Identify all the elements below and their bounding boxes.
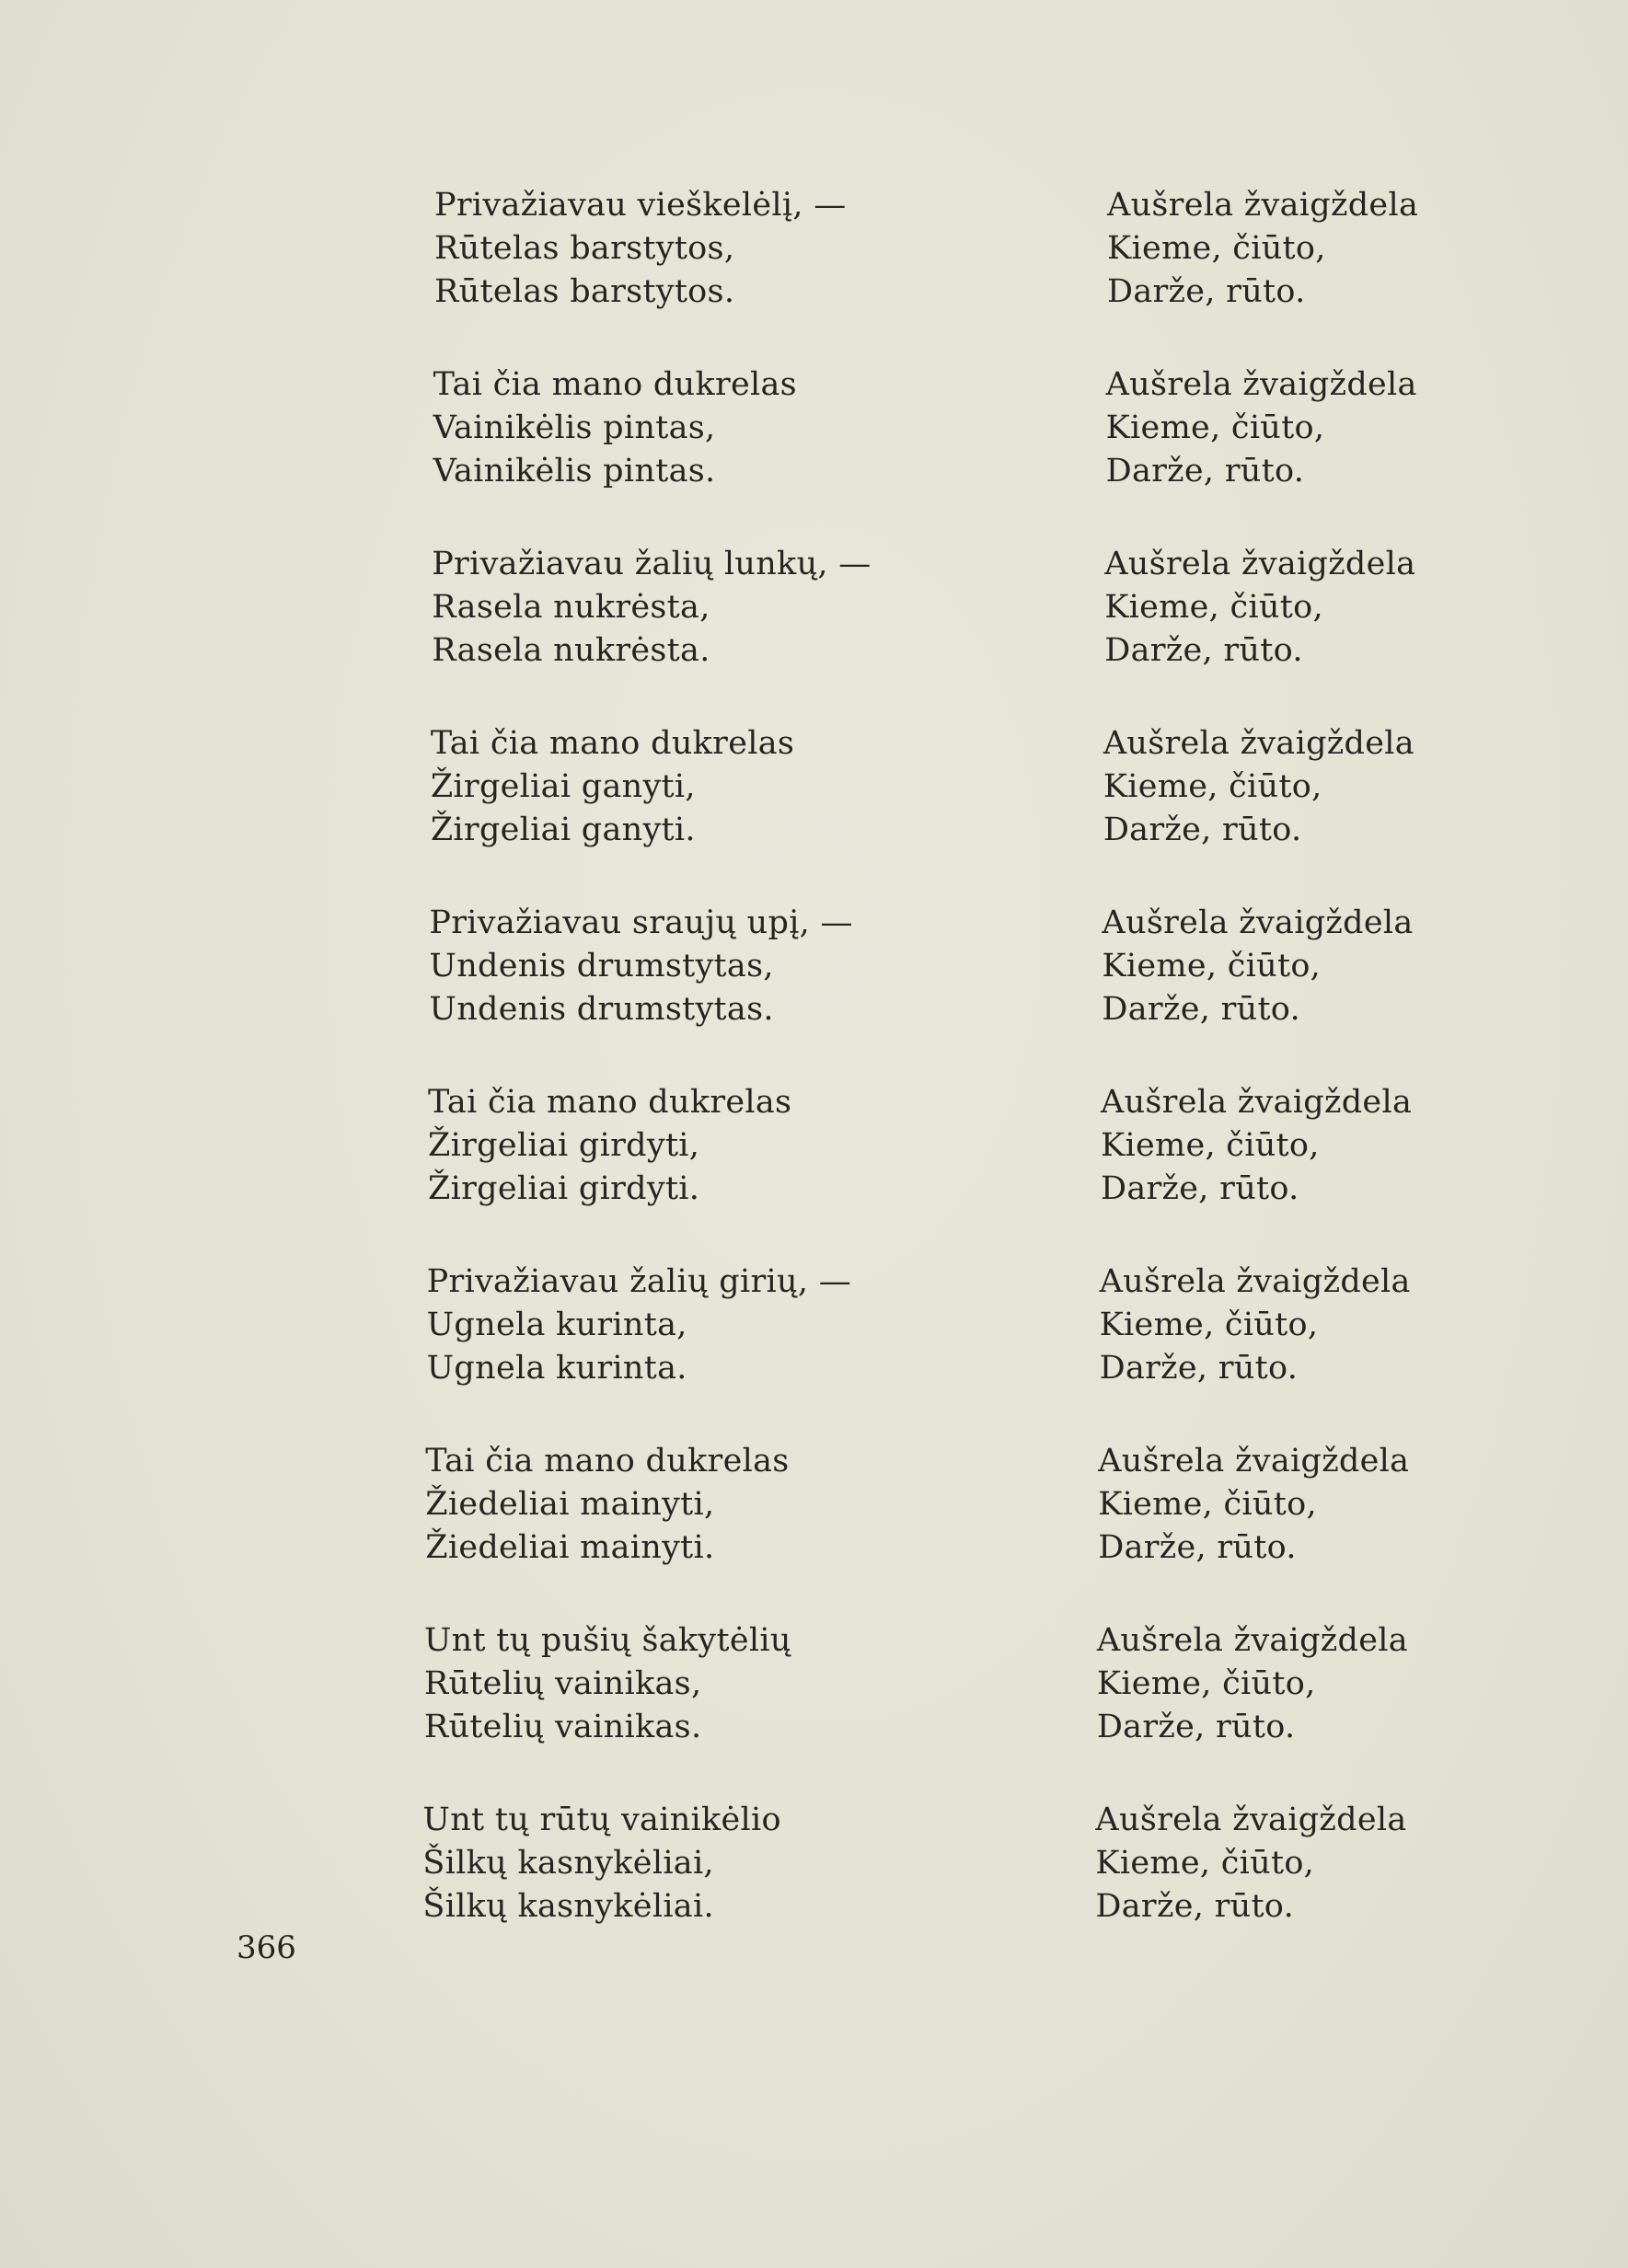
verse-line: Žirgeliai girdyti.	[428, 1170, 700, 1207]
verse-line: Žiedeliai mainyti.	[425, 1529, 715, 1566]
stanza	[1095, 1799, 1418, 1978]
stanza	[1107, 184, 1418, 363]
verse-line: Kieme, čiūto,	[1104, 589, 1323, 626]
verse-line: Aušrela žvaigždela	[1101, 1084, 1413, 1121]
right-column	[1095, 184, 1419, 1978]
verse-line: Žirgeliai ganyti,	[430, 768, 696, 805]
verse-line: Tai čia mano dukrelas	[430, 725, 795, 762]
stanza	[1102, 902, 1418, 1081]
verse-line: Darže, rūto.	[1107, 273, 1306, 310]
verse-line: Rūtelas barstytos,	[434, 230, 735, 267]
stanza	[432, 543, 871, 722]
verse-line: Kieme, čiūto,	[1101, 1127, 1320, 1164]
stanza	[427, 1261, 872, 1440]
left-column	[422, 184, 872, 1978]
verse-line: Ugnela kurinta.	[426, 1350, 687, 1387]
verse-line: Kieme, čiūto,	[1098, 1486, 1317, 1523]
stanza	[428, 1081, 872, 1261]
stanza	[422, 1799, 871, 1978]
verse-line: Aušrela žvaigždela	[1095, 1802, 1407, 1838]
verse-line: Rūtelių vainikas,	[423, 1665, 702, 1702]
verse-line: Tai čia mano dukrelas	[433, 366, 797, 403]
stanza	[1106, 363, 1419, 543]
verse-line: Undenis drumstytas,	[429, 948, 774, 984]
stanza	[1097, 1619, 1418, 1799]
verse-line: Kieme, čiūto,	[1102, 948, 1322, 984]
stanza	[424, 1619, 872, 1799]
verse-line: Šilkų kasnykėliai.	[422, 1888, 714, 1925]
verse-line: Aušrela žvaigždela	[1102, 904, 1414, 941]
verse-line: Šilkų kasnykėliai,	[422, 1845, 714, 1882]
verse-line: Unt tų pušių šakytėlių	[423, 1622, 791, 1659]
stanza	[1103, 722, 1418, 902]
stanza	[1098, 1440, 1418, 1619]
verse-line: Rasela nukrėsta.	[432, 632, 710, 669]
stanza	[1100, 1261, 1419, 1440]
verse-line: Privažiavau sraujų upį, —	[429, 904, 853, 941]
stanza	[434, 184, 872, 363]
verse-line: Kieme, čiūto,	[1107, 230, 1326, 267]
verse-line: Aušrela žvaigždela	[1104, 546, 1416, 582]
stanza	[429, 902, 871, 1081]
verse-line: Darže, rūto.	[1104, 632, 1303, 669]
stanza	[433, 363, 872, 543]
verse-line: Rūtelas barstytos.	[434, 273, 735, 310]
verse-line: Žiedeliai mainyti,	[425, 1486, 715, 1523]
verse-line: Kieme, čiūto,	[1105, 409, 1325, 446]
verse-line: Ugnela kurinta,	[426, 1307, 687, 1343]
verse-line: Darže, rūto.	[1105, 453, 1305, 489]
verse-line: Darže, rūto.	[1095, 1888, 1294, 1925]
verse-line: Undenis drumstytas.	[429, 991, 774, 1028]
verse-line: Aušrela žvaigždela	[1107, 187, 1419, 224]
verse-line: Tai čia mano dukrelas	[428, 1084, 792, 1121]
verse-line: Darže, rūto.	[1103, 812, 1302, 848]
verse-line: Kieme, čiūto,	[1096, 1665, 1316, 1702]
verse-line: Darže, rūto.	[1101, 1170, 1299, 1207]
verse-line: Privažiavau žalių lunkų, —	[432, 546, 872, 582]
verse-line: Darže, rūto.	[1096, 1709, 1296, 1745]
verse-line: Privažiavau vieškelėlį, —	[434, 187, 847, 224]
verse-line: Aušrela žvaigždela	[1103, 725, 1414, 762]
verse-line: Kieme, čiūto,	[1099, 1307, 1319, 1343]
verse-line: Darže, rūto.	[1099, 1350, 1299, 1387]
stanza	[431, 722, 872, 902]
verse-line: Darže, rūto.	[1102, 991, 1300, 1028]
verse-line: Darže, rūto.	[1098, 1529, 1297, 1566]
verse-line: Rūtelių vainikas.	[423, 1709, 702, 1745]
verse-line: Žirgeliai ganyti.	[430, 812, 696, 848]
verse-line: Kieme, čiūto,	[1095, 1845, 1315, 1882]
verse-line: Aušrela žvaigždela	[1098, 1443, 1410, 1479]
verse-line: Žirgeliai girdyti,	[428, 1127, 700, 1164]
verse-line: Aušrela žvaigždela	[1099, 1263, 1411, 1300]
verse-line: Aušrela žvaigždela	[1096, 1622, 1408, 1659]
verse-line: Unt tų rūtų vainikėlio	[422, 1802, 781, 1838]
verse-line: Rasela nukrėsta,	[432, 589, 710, 626]
verse-line: Vainikėlis pintas.	[433, 453, 716, 489]
stanza	[1104, 543, 1418, 722]
verse-line: Vainikėlis pintas,	[433, 409, 716, 446]
verse-line: Privažiavau žalių girių, —	[426, 1263, 852, 1300]
verse-line: Tai čia mano dukrelas	[425, 1443, 790, 1479]
page-number: 366	[237, 1929, 296, 1966]
verse-line: Kieme, čiūto,	[1103, 768, 1322, 805]
verse-line: Aušrela žvaigždela	[1105, 366, 1417, 403]
stanza	[425, 1440, 871, 1619]
stanza	[1101, 1081, 1418, 1261]
